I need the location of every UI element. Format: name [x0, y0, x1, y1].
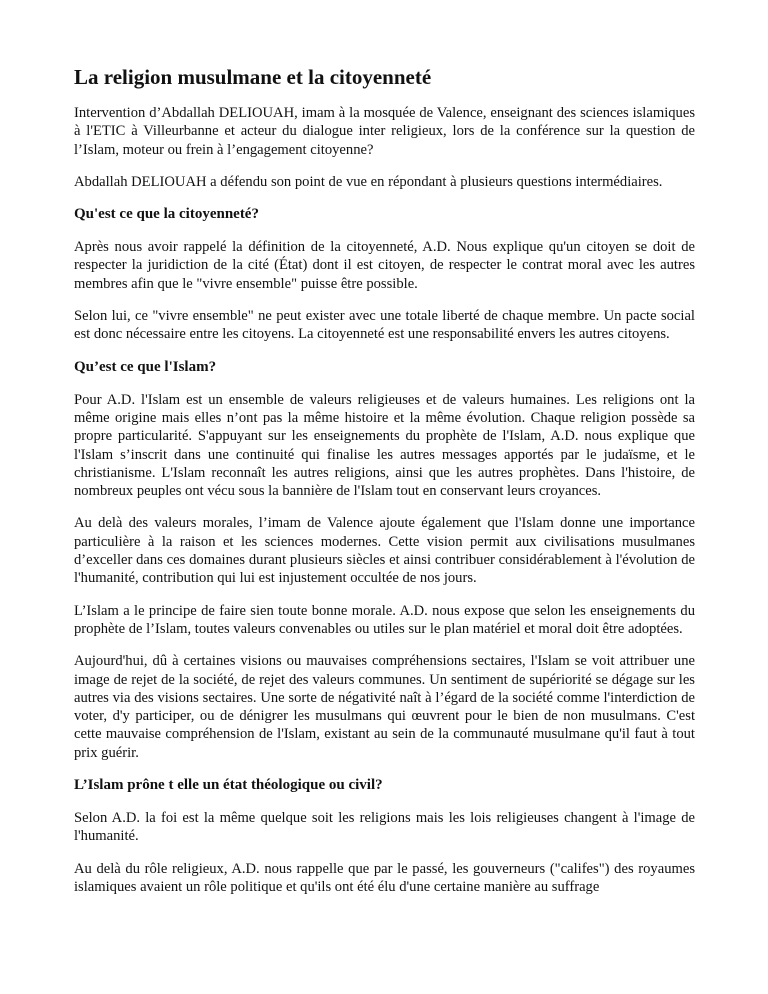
section-heading-etat: L’Islam prône t elle un état théologique ou civil?: [74, 777, 383, 794]
paragraph: Pour A.D. l'Islam est un ensemble de valeurs religieuses et de valeurs humaines. Les religions ont la même origine mais elles n’ont pas la même histoire et la même évolution. Chaque religion possède sa propre particularité. S'appuyant sur les enseignements du prophète de l'Islam, A.D. nous explique que l'Islam s’inscrit dans une continuité qui finalise les autres messages apportés par le judaïsme, et le christianisme. L'Islam reconnaît les autres religions, ainsi que les autres prophètes. Dans l'histoire, de nombreux peuples ont vécu sous la bannière de l'Islam tout en conservant leurs croyances.: [74, 391, 695, 500]
section-heading-islam: Qu’est ce que l'Islam?: [74, 358, 217, 375]
document-title: La religion musulmane et la citoyenneté: [74, 65, 432, 89]
paragraph: Selon A.D. la foi est la même quelque soit les religions mais les lois religieuses changent à l'image de l'humanité.: [74, 810, 695, 845]
section-heading-citoyennete: Qu'est ce que la citoyenneté?: [74, 206, 259, 223]
intro-paragraph: Intervention d’Abdallah DELIOUAH, imam à la mosquée de Valence, enseignant des sciences islamiques à l'ETIC à Villeurbanne et acteur du dialogue inter religieux, lors de la conférence sur la question de l’Islam, moteur ou frein à l’engagement citoyenne?: [74, 105, 695, 158]
paragraph: Aujourd'hui, dû à certaines visions ou mauvaises compréhensions sectaires, l'Islam se voit attribuer une image de rejet de la société, de rejet des valeurs communes. Un sentiment de supériorité se dégage sur les autres via des visions sectaires. Une sorte de négativité naît à l’égard de la société comme l'interdiction de voter, d'y participer, ou de dénigrer les musulmans qui œuvrent pour le bien de non musulmans. C'est cette mauvaise compréhension de l'Islam, existant au sein de la communauté musulmane qu'il faut à tout prix guérir.: [74, 653, 695, 761]
paragraph: Au delà du rôle religieux, A.D. nous rappelle que par le passé, les gouverneurs ("califes") des royaumes islamiques avaient un rôle politique et qu'ils ont été élu d'une certaine manière au suffrage: [74, 860, 695, 895]
intro-paragraph: Abdallah DELIOUAH a défendu son point de vue en répondant à plusieurs questions intermédiaires.: [74, 173, 663, 190]
paragraph: Selon lui, ce "vivre ensemble" ne peut exister avec une totale liberté de chaque membre. Un pacte social est donc nécessaire entre les citoyens. La citoyenneté est une responsabilité envers les autres citoyens.: [74, 308, 695, 343]
paragraph: L’Islam a le principe de faire sien toute bonne morale. A.D. nous expose que selon les enseignements du prophète de l’Islam, toutes valeurs convenables ou utiles sur le plan matériel et moral doit être adoptées.: [74, 602, 695, 637]
paragraph: Au delà des valeurs morales, l’imam de Valence ajoute également que l'Islam donne une importance particulière à la raison et les sciences modernes. Cette vision permit aux civilisations musulmanes d’exceller dans ces domaines durant plusieurs siècles et ainsi contribuer considérablement à l'évolution de l'humanité, contribution qui lui est injustement occultée de nos jours.: [74, 515, 695, 587]
document-page: [74, 64, 695, 896]
paragraph: Après nous avoir rappelé la définition de la citoyenneté, A.D. Nous explique qu'un citoyen se doit de respecter la juridiction de la cité (État) dont il est citoyen, de respecter le contrat moral avec les autres membres afin que le "vivre ensemble" puisse être possible.: [74, 239, 695, 292]
